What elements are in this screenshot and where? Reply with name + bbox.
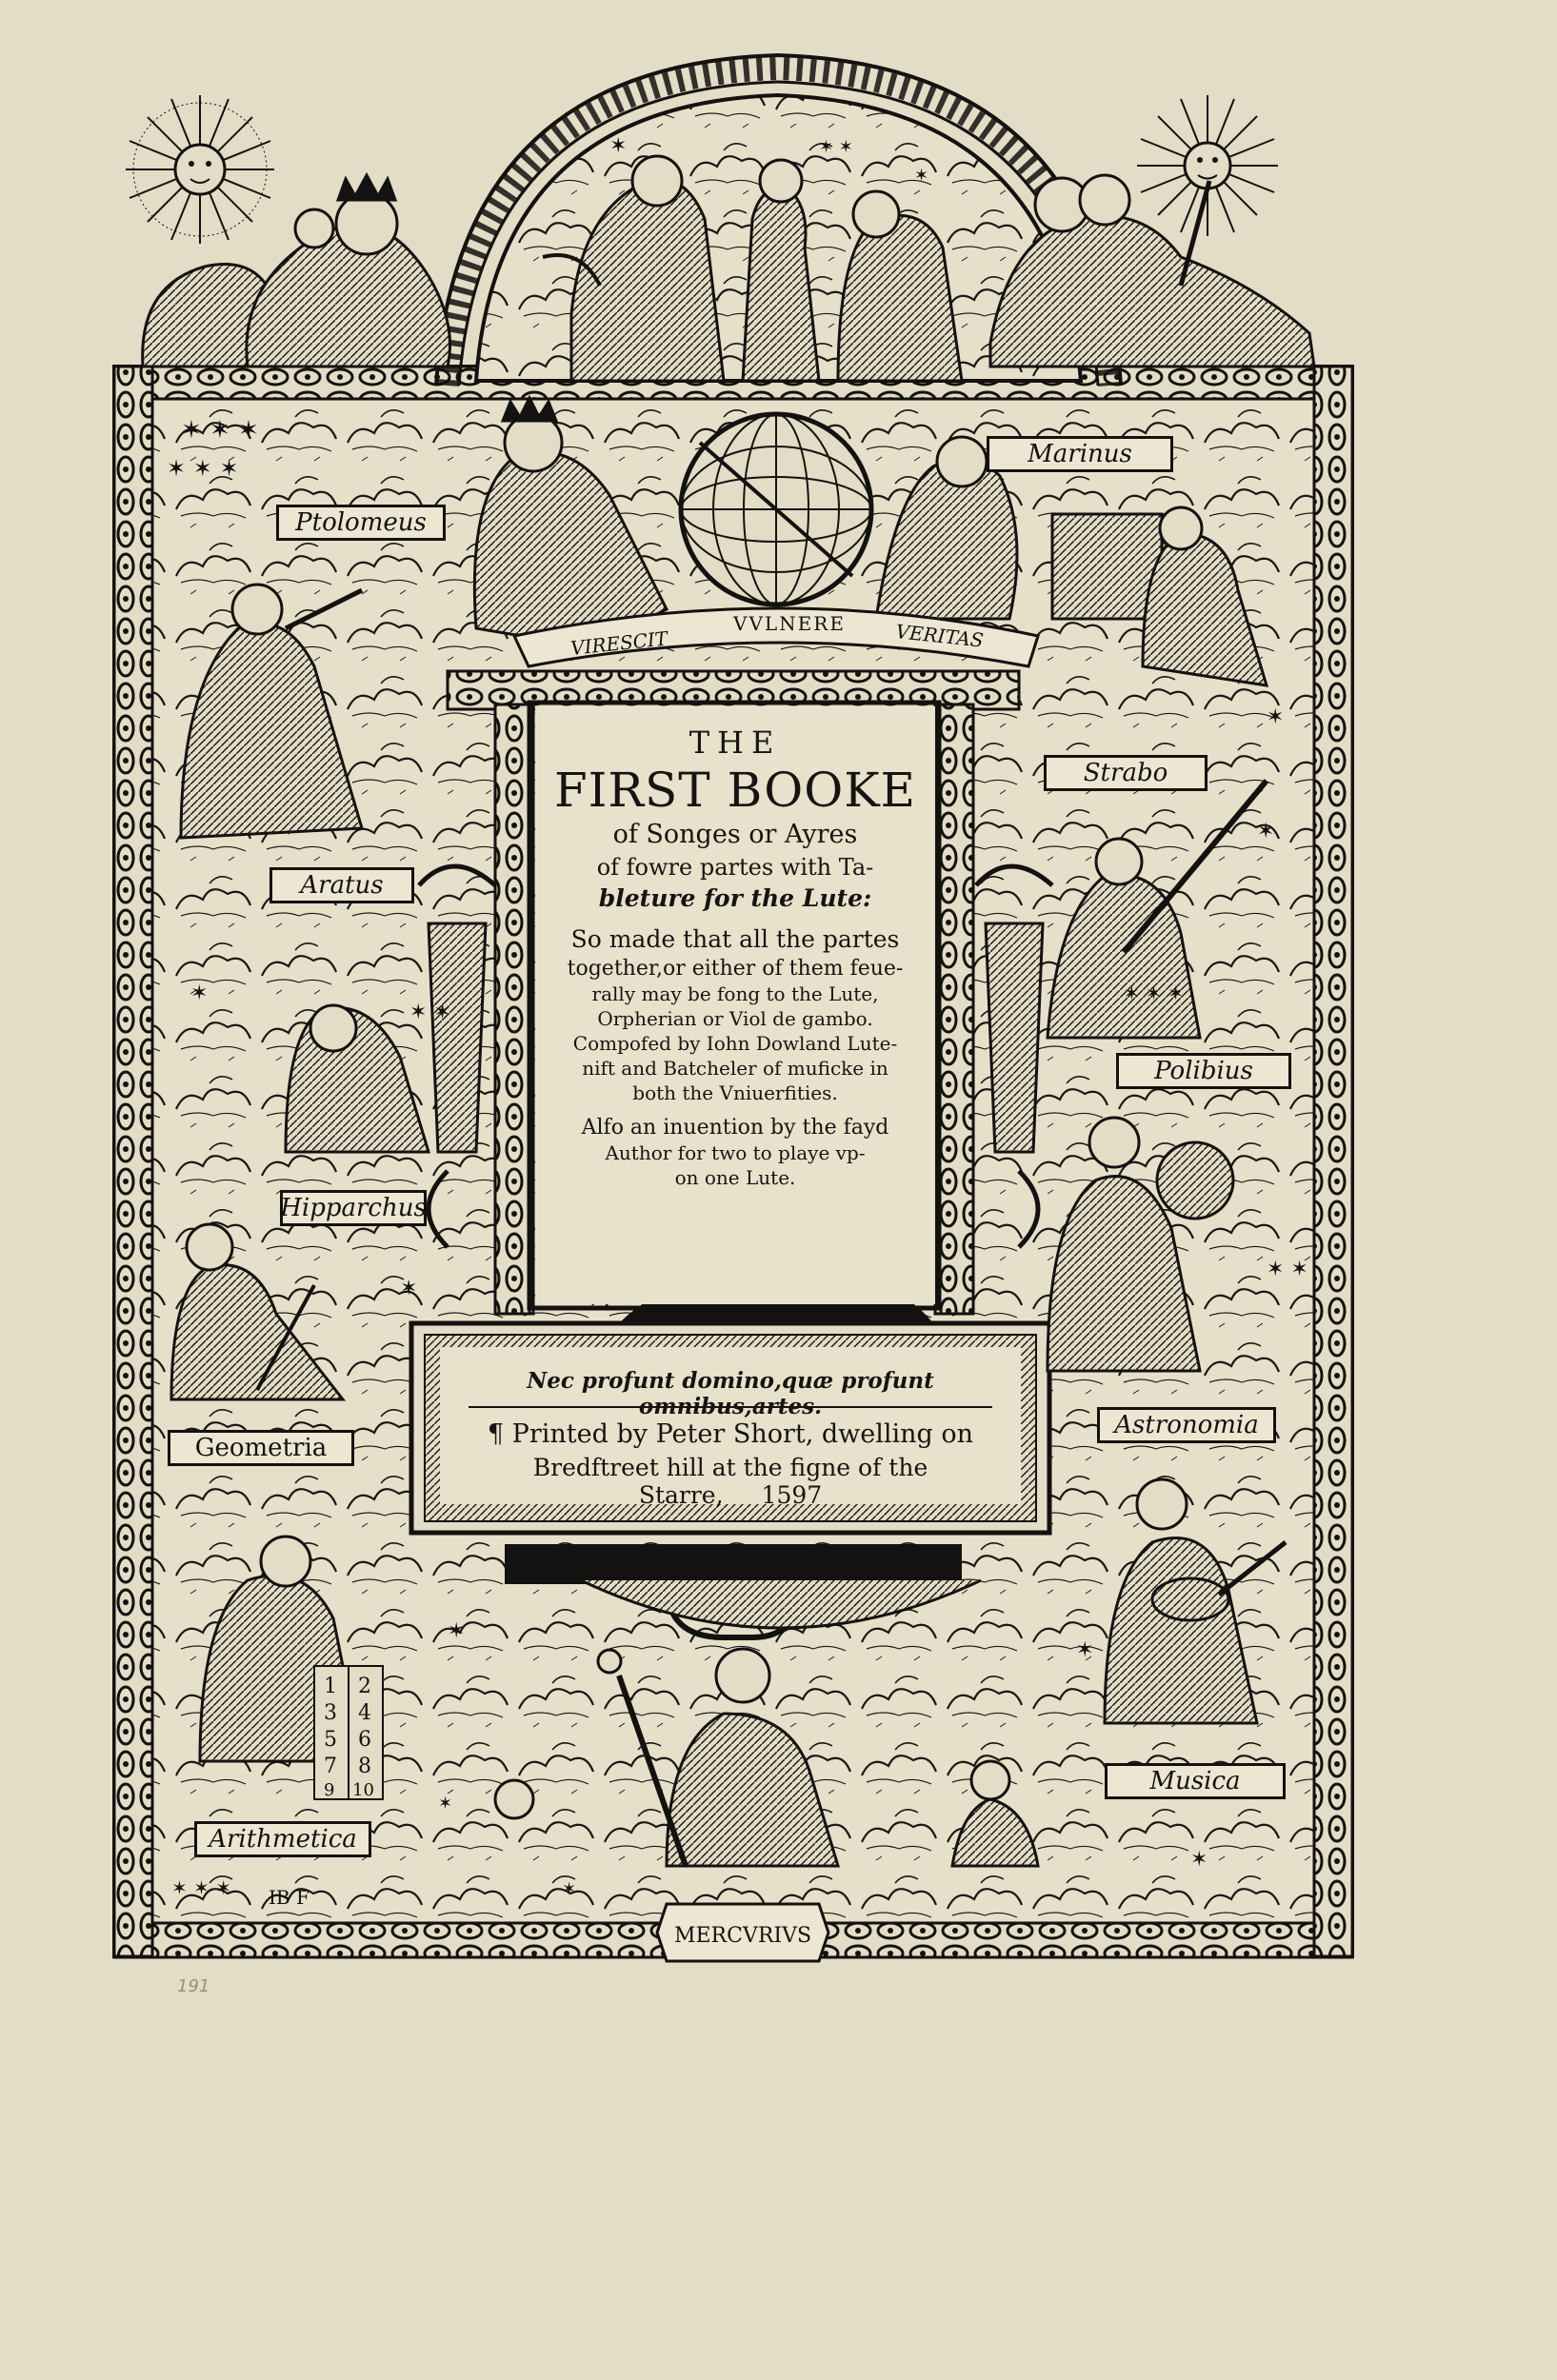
banner-right-text: VERITAS xyxy=(894,620,985,652)
saturn-with-lion-figure xyxy=(143,175,450,367)
label-geometria: Geometria xyxy=(168,1430,354,1466)
pencil-annotation: 191 xyxy=(177,1976,210,1996)
label-musica: Musica xyxy=(1105,1763,1286,1799)
label-marinus: Marinus xyxy=(987,436,1173,472)
title-panel xyxy=(535,706,935,1304)
svg-text:4: 4 xyxy=(358,1701,371,1725)
title-the: THE xyxy=(689,724,782,761)
svg-text:7: 7 xyxy=(324,1755,337,1778)
svg-text:✶: ✶ xyxy=(914,166,929,186)
imprint-address: Bredftreet hill at the figne of the Starre, xyxy=(532,1454,928,1509)
svg-text:✶ ✶ ✶: ✶ ✶ ✶ xyxy=(1124,982,1184,1004)
svg-text:✶ ✶: ✶ ✶ xyxy=(409,1001,451,1024)
label-astronomia: Astronomia xyxy=(1097,1407,1276,1443)
title-line-5: together,or either of them feue- xyxy=(567,957,904,981)
imprint-line-2 xyxy=(440,1454,1021,1509)
title-line-10: both the Vniuerfities. xyxy=(632,1081,838,1104)
banner-left-text: VIRESCIT xyxy=(569,626,669,660)
svg-text:✶: ✶ xyxy=(562,1879,577,1899)
svg-text:✶: ✶ xyxy=(190,982,209,1005)
title-line-9: nift and Batcheler of muficke in xyxy=(582,1057,888,1080)
sun-right-icon xyxy=(1137,95,1278,236)
globe-icon xyxy=(681,414,871,605)
svg-text:9: 9 xyxy=(324,1780,335,1800)
svg-text:✶ ✶ ✶: ✶ ✶ ✶ xyxy=(181,416,259,445)
svg-text:✶: ✶ xyxy=(438,1794,453,1814)
svg-text:10: 10 xyxy=(352,1780,374,1800)
venus-couple-figure xyxy=(990,175,1314,367)
svg-text:✶: ✶ xyxy=(448,1619,466,1643)
imprint-panel xyxy=(440,1347,1021,1509)
label-arithmetica: Arithmetica xyxy=(194,1821,371,1857)
label-strabo: Strabo xyxy=(1044,755,1208,791)
svg-text:1: 1 xyxy=(324,1675,337,1698)
svg-text:✶ ✶: ✶ ✶ xyxy=(819,137,853,157)
svg-text:2: 2 xyxy=(358,1675,371,1698)
title-line-2: of fowre partes with Ta- xyxy=(596,854,874,881)
svg-text:3: 3 xyxy=(324,1701,337,1725)
svg-text:✶: ✶ xyxy=(1076,1638,1094,1662)
title-line-13: on one Lute. xyxy=(674,1166,796,1189)
svg-text:5: 5 xyxy=(324,1728,337,1752)
label-ptolomeus: Ptolomeus xyxy=(276,505,446,541)
svg-text:✶: ✶ xyxy=(1257,820,1275,843)
motto-divider xyxy=(469,1406,992,1408)
banner-middle-text: VVLNERE xyxy=(733,612,846,635)
label-hipparchus: Hipparchus xyxy=(280,1190,427,1226)
svg-text:✶: ✶ xyxy=(400,1277,418,1300)
label-mercurius: MERCVRIVS xyxy=(673,1924,812,1948)
svg-text:✶ ✶ ✶: ✶ ✶ ✶ xyxy=(171,1876,231,1899)
label-aratus: Aratus xyxy=(269,867,414,903)
title-line-3: bleture for the Lute: xyxy=(598,884,872,912)
motto-text: Nec profunt domino,quæ profunt omnibus,artes. xyxy=(527,1368,934,1419)
svg-text:✶: ✶ xyxy=(1190,1848,1208,1872)
label-polibius: Polibius xyxy=(1116,1053,1291,1089)
title-line-6: rally may be fong to the Lute, xyxy=(591,982,879,1005)
monogram-text: IB F xyxy=(269,1886,309,1909)
svg-text:✶ ✶ ✶: ✶ ✶ ✶ xyxy=(167,455,239,482)
svg-text:8: 8 xyxy=(358,1755,371,1778)
title-line-7: Orpherian or Viol de gambo. xyxy=(597,1007,873,1030)
sun-left-icon xyxy=(126,95,274,244)
title-line-1: of Songes or Ayres xyxy=(612,820,858,849)
title-line-12: Author for two to playe vp- xyxy=(605,1141,866,1164)
svg-text:✶: ✶ xyxy=(609,134,628,158)
imprint-year: 1597 xyxy=(761,1481,823,1509)
svg-text:✶: ✶ xyxy=(1267,705,1285,729)
imprint-line-1: ¶ Printed by Peter Short, dwelling on xyxy=(487,1419,974,1449)
svg-text:✶ ✶: ✶ ✶ xyxy=(1267,1258,1308,1281)
title-line-11: Alfo an inuention by the fayd xyxy=(581,1116,889,1140)
title-line-4: So made that all the partes xyxy=(570,925,900,953)
title-first-booke: FIRST BOOKE xyxy=(553,763,917,818)
arithmetic-table xyxy=(314,1666,383,1800)
svg-text:6: 6 xyxy=(358,1728,371,1752)
title-line-8: Compofed by Iohn Dowland Lute- xyxy=(572,1032,898,1055)
